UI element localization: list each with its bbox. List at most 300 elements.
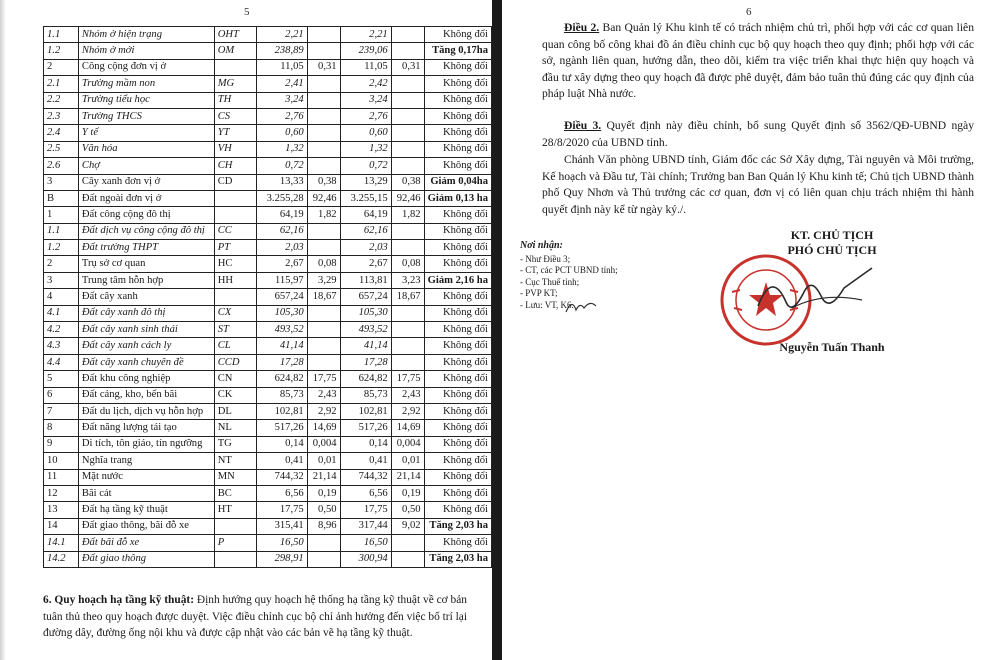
cell-v1: 41,14: [256, 338, 307, 354]
cell-stt: 9: [44, 436, 79, 452]
cell-v1: 0,41: [256, 453, 307, 469]
cell-code: TH: [214, 92, 256, 108]
article-2-label: Điều 2.: [564, 21, 600, 34]
cell-v2: 239,06: [340, 43, 391, 59]
cell-v2: 2,03: [340, 240, 391, 256]
cell-code: HT: [214, 502, 256, 518]
table-row: [44, 240, 492, 256]
cell-p2: [391, 108, 424, 124]
cell-p2: 92,46: [391, 190, 424, 206]
cell-v2: 13,29: [340, 174, 391, 190]
table-row: [44, 158, 492, 174]
cell-p1: 2,43: [307, 387, 340, 403]
cell-stt: 3: [44, 272, 79, 288]
cell-name: Đất giao thông, bãi đỗ xe: [78, 518, 214, 534]
cell-code: OHT: [214, 27, 256, 43]
cell-p1: [307, 551, 340, 567]
cell-note: Không đổi: [424, 76, 491, 92]
article-2-text: Ban Quản lý Khu kinh tế có trách nhiệm chủ trì, phối hợp với các cơ quan liên quan công bố công khai đồ án điều chỉnh cục bộ quy hoạch theo quy định; phối hợp với các sở, ngành liên quan, hướng dẫn, theo dõi, kiểm tra việc triển khai thực hiện quy hoạch và đầu tư xây dựng theo quy hoạch đã được phê duyệt, đảm bảo tuân thủ đúng các quy định của pháp luật Nhà nước.: [542, 21, 974, 101]
cell-v2: 317,44: [340, 518, 391, 534]
cell-stt: 4.2: [44, 322, 79, 338]
cell-p1: [307, 76, 340, 92]
table-row: [44, 322, 492, 338]
cell-note: Không đổi: [424, 27, 491, 43]
cell-name: Y tế: [78, 125, 214, 141]
cell-name: Văn hóa: [78, 141, 214, 157]
cell-name: Đất cây xanh: [78, 289, 214, 305]
cell-stt: 14: [44, 518, 79, 534]
cell-name: Trường tiểu học: [78, 92, 214, 108]
cell-code: HH: [214, 272, 256, 288]
article-3: [542, 118, 974, 151]
cell-code: CN: [214, 371, 256, 387]
cell-note: Không đổi: [424, 371, 491, 387]
cell-stt: 2: [44, 59, 79, 75]
cell-name: Đất khu công nghiệp: [78, 371, 214, 387]
cell-code: BC: [214, 485, 256, 501]
table-row: [44, 76, 492, 92]
cell-v2: 85,73: [340, 387, 391, 403]
cell-name: Đất bãi đỗ xe: [78, 535, 214, 551]
cell-p1: 0,50: [307, 502, 340, 518]
cell-v1: 3.255,28: [256, 190, 307, 206]
cell-note: Không đổi: [424, 207, 491, 223]
cell-note: Không đổi: [424, 92, 491, 108]
cell-note: Giảm 0,13 ha: [424, 190, 491, 206]
cell-p2: 3,23: [391, 272, 424, 288]
cell-v2: 3,24: [340, 92, 391, 108]
table-row: [44, 223, 492, 239]
cell-p2: [391, 43, 424, 59]
cell-name: Di tích, tôn giáo, tín ngưỡng: [78, 436, 214, 452]
cell-stt: 2.2: [44, 92, 79, 108]
cell-v1: 517,26: [256, 420, 307, 436]
cell-p1: [307, 305, 340, 321]
cell-v2: 41,14: [340, 338, 391, 354]
cell-stt: B: [44, 190, 79, 206]
cell-v2: 1,32: [340, 141, 391, 157]
cell-note: Tăng 2,03 ha: [424, 518, 491, 534]
cell-name: Đất công cộng đô thị: [78, 207, 214, 223]
cell-note: Giảm 2,16 ha: [424, 272, 491, 288]
cell-v1: 0,72: [256, 158, 307, 174]
cell-v1: 3,24: [256, 92, 307, 108]
cell-p2: [391, 354, 424, 370]
cell-code: [214, 551, 256, 567]
cell-p2: 0,38: [391, 174, 424, 190]
cell-p1: 0,19: [307, 485, 340, 501]
cell-stt: 1.1: [44, 27, 79, 43]
cell-p2: [391, 322, 424, 338]
cell-p2: 0,31: [391, 59, 424, 75]
cell-v2: 2,67: [340, 256, 391, 272]
cell-v2: 2,76: [340, 108, 391, 124]
cell-name: Trường THCS: [78, 108, 214, 124]
cell-note: Không đổi: [424, 240, 491, 256]
cell-v2: 517,26: [340, 420, 391, 436]
cell-code: MN: [214, 469, 256, 485]
cell-p2: 21,14: [391, 469, 424, 485]
table-row: [44, 551, 492, 567]
cell-note: Không đổi: [424, 256, 491, 272]
cell-name: Đất trường THPT: [78, 240, 214, 256]
cell-v1: 298,91: [256, 551, 307, 567]
cell-note: Không đổi: [424, 535, 491, 551]
cell-v1: 238,89: [256, 43, 307, 59]
section-6-heading: 6. Quy hoạch hạ tầng kỹ thuật:: [43, 594, 195, 606]
cell-note: Không đổi: [424, 387, 491, 403]
cell-code: CX: [214, 305, 256, 321]
cell-p2: 0,08: [391, 256, 424, 272]
cell-stt: 1.2: [44, 43, 79, 59]
table-row: [44, 108, 492, 124]
table-row: [44, 59, 492, 75]
cell-note: Không đổi: [424, 338, 491, 354]
cell-stt: 2: [44, 256, 79, 272]
page-number: 5: [244, 6, 250, 18]
cell-name: Đất cây xanh sinh thái: [78, 322, 214, 338]
cell-v1: 105,30: [256, 305, 307, 321]
cell-p2: [391, 551, 424, 567]
recipient-item: - Lưu: VT, K6.: [520, 299, 574, 310]
cell-code: ST: [214, 322, 256, 338]
cell-code: HC: [214, 256, 256, 272]
cell-name: Nhóm ở hiện trạng: [78, 27, 214, 43]
cell-v1: 2,67: [256, 256, 307, 272]
cell-v2: 2,21: [340, 27, 391, 43]
cell-p2: [391, 27, 424, 43]
cell-p1: 3,29: [307, 272, 340, 288]
cell-name: Trường mầm non: [78, 76, 214, 92]
cell-v1: 11,05: [256, 59, 307, 75]
cell-v1: 315,41: [256, 518, 307, 534]
cell-note: Không đổi: [424, 502, 491, 518]
table-row: [44, 354, 492, 370]
table-row: [44, 453, 492, 469]
cell-v2: 17,28: [340, 354, 391, 370]
initial-signature: [562, 296, 602, 318]
cell-stt: 2.3: [44, 108, 79, 124]
cell-v1: 13,33: [256, 174, 307, 190]
cell-v2: 300,94: [340, 551, 391, 567]
cell-p2: 9,02: [391, 518, 424, 534]
cell-code: YT: [214, 125, 256, 141]
cell-v2: 62,16: [340, 223, 391, 239]
cell-v1: 17,28: [256, 354, 307, 370]
cell-code: [214, 59, 256, 75]
cell-note: Không đổi: [424, 305, 491, 321]
page-number: 6: [746, 6, 752, 18]
cell-stt: 1: [44, 207, 79, 223]
cell-note: Không đổi: [424, 141, 491, 157]
cell-note: Không đổi: [424, 469, 491, 485]
table-row: [44, 420, 492, 436]
cell-stt: 4.3: [44, 338, 79, 354]
cell-p1: 18,67: [307, 289, 340, 305]
cell-name: Trụ sở cơ quan: [78, 256, 214, 272]
cell-note: Không đổi: [424, 289, 491, 305]
cell-p1: [307, 108, 340, 124]
cell-stt: 6: [44, 387, 79, 403]
cell-note: Không đổi: [424, 125, 491, 141]
cell-p1: [307, 338, 340, 354]
signer-title-2: PHÓ CHỦ TỊCH: [787, 243, 877, 257]
table-row: [44, 92, 492, 108]
cell-p2: [391, 158, 424, 174]
cell-note: Giảm 0,04ha: [424, 174, 491, 190]
cell-p2: [391, 141, 424, 157]
cell-name: Đất hạ tầng kỹ thuật: [78, 502, 214, 518]
table-row: [44, 125, 492, 141]
cell-v2: 113,81: [340, 272, 391, 288]
cell-note: Không đổi: [424, 223, 491, 239]
cell-v2: 6,56: [340, 485, 391, 501]
cell-name: Nghĩa trang: [78, 453, 214, 469]
cell-p1: [307, 125, 340, 141]
cell-p1: [307, 92, 340, 108]
table-row: [44, 27, 492, 43]
cell-stt: 2.4: [44, 125, 79, 141]
cell-code: [214, 289, 256, 305]
cell-v2: 11,05: [340, 59, 391, 75]
section-6-text: Định hướng quy hoạch hệ thống hạ tầng kỹ thuật về cơ bản tuân thủ theo quy hoạch được duyệt. Việc điều chỉnh cục bộ chỉ ảnh hưởng đến việc bố trí lại đường dây, đường ống nội khu và được cập nhật vào các bản vẽ hạ tầng kỹ thuật.: [43, 594, 467, 639]
land-use-table: [43, 26, 492, 568]
cell-v1: 744,32: [256, 469, 307, 485]
cell-stt: 1.2: [44, 240, 79, 256]
table-row: [44, 141, 492, 157]
cell-name: Công cộng đơn vị ở: [78, 59, 214, 75]
table-row: [44, 256, 492, 272]
cell-p2: [391, 240, 424, 256]
cell-v2: 3.255,15: [340, 190, 391, 206]
cell-v1: 115,97: [256, 272, 307, 288]
cell-v2: 102,81: [340, 403, 391, 419]
cell-p1: 92,46: [307, 190, 340, 206]
cell-v2: 64,19: [340, 207, 391, 223]
cell-p2: [391, 76, 424, 92]
scan-edge: [0, 0, 6, 660]
cell-name: Đất cây xanh chuyên đề: [78, 354, 214, 370]
cell-code: CL: [214, 338, 256, 354]
cell-p1: 0,004: [307, 436, 340, 452]
cell-v2: 16,50: [340, 535, 391, 551]
table-row: [44, 338, 492, 354]
cell-v2: 0,72: [340, 158, 391, 174]
article-2: [542, 20, 974, 103]
cell-p1: [307, 223, 340, 239]
cell-code: CH: [214, 158, 256, 174]
cell-stt: 2.6: [44, 158, 79, 174]
cell-p1: 0,08: [307, 256, 340, 272]
right-page: [502, 0, 1000, 660]
table-row: [44, 371, 492, 387]
cell-p1: 0,31: [307, 59, 340, 75]
cell-p2: 1,82: [391, 207, 424, 223]
table-row: [44, 190, 492, 206]
cell-v2: 0,60: [340, 125, 391, 141]
cell-v1: 2,76: [256, 108, 307, 124]
table-row: [44, 535, 492, 551]
left-page: [0, 0, 492, 660]
cell-p1: 8,96: [307, 518, 340, 534]
cell-p1: 1,82: [307, 207, 340, 223]
cell-name: Đất cảng, kho, bến bãi: [78, 387, 214, 403]
cell-stt: 14.2: [44, 551, 79, 567]
cell-stt: 5: [44, 371, 79, 387]
table-row: [44, 403, 492, 419]
cell-name: Đất dịch vụ công cộng đô thị: [78, 223, 214, 239]
cell-p2: [391, 223, 424, 239]
closing-paragraph: Chánh Văn phòng UBND tỉnh, Giám đốc các Sở Xây dựng, Tài nguyên và Môi trường, Kế hoạch và Đầu tư, Tài chính; Trưởng ban Ban Quản lý Khu kinh tế; Chủ tịch UBND thành phố Quy Nhơn và Thủ trưởng các cơ quan, đơn vị có liên quan chịu trách nhiệm thi hành quyết định này kể từ ngày ký./.: [542, 153, 974, 216]
cell-v2: 17,75: [340, 502, 391, 518]
cell-p1: [307, 535, 340, 551]
cell-stt: 11: [44, 469, 79, 485]
cell-stt: 7: [44, 403, 79, 419]
cell-code: CD: [214, 174, 256, 190]
page-divider: [492, 0, 502, 660]
cell-v1: 6,56: [256, 485, 307, 501]
cell-code: CK: [214, 387, 256, 403]
cell-v1: 17,75: [256, 502, 307, 518]
cell-p2: 2,92: [391, 403, 424, 419]
table-row: [44, 174, 492, 190]
recipient-item: - PVP KT;: [520, 288, 558, 299]
table-row: [44, 305, 492, 321]
cell-v2: 0,14: [340, 436, 391, 452]
cell-code: [214, 207, 256, 223]
cell-v2: 657,24: [340, 289, 391, 305]
cell-v1: 624,82: [256, 371, 307, 387]
recipient-item: - Cục Thuế tỉnh;: [520, 276, 580, 287]
cell-v1: 85,73: [256, 387, 307, 403]
cell-stt: 4.1: [44, 305, 79, 321]
cell-code: CC: [214, 223, 256, 239]
cell-code: MG: [214, 76, 256, 92]
cell-p2: [391, 125, 424, 141]
table-row: [44, 207, 492, 223]
cell-code: CS: [214, 108, 256, 124]
cell-stt: 1.1: [44, 223, 79, 239]
cell-p2: 0,004: [391, 436, 424, 452]
cell-p2: 0,01: [391, 453, 424, 469]
cell-p1: 14,69: [307, 420, 340, 436]
table-row: [44, 289, 492, 305]
table-row: [44, 272, 492, 288]
cell-note: Tăng 0,17ha: [424, 43, 491, 59]
cell-note: Không đổi: [424, 354, 491, 370]
cell-note: Không đổi: [424, 322, 491, 338]
cell-stt: 3: [44, 174, 79, 190]
cell-stt: 2.5: [44, 141, 79, 157]
cell-name: Đất cây xanh đô thị: [78, 305, 214, 321]
cell-p1: 21,14: [307, 469, 340, 485]
cell-note: Không đổi: [424, 158, 491, 174]
cell-p2: [391, 338, 424, 354]
cell-v2: 624,82: [340, 371, 391, 387]
cell-stt: 2.1: [44, 76, 79, 92]
recipients-block: [520, 240, 710, 312]
cell-v1: 2,21: [256, 27, 307, 43]
cell-p1: [307, 43, 340, 59]
cell-note: Không đổi: [424, 485, 491, 501]
cell-v2: 744,32: [340, 469, 391, 485]
cell-code: [214, 190, 256, 206]
cell-name: Nhóm ở mới: [78, 43, 214, 59]
cell-name: Đất ngoài đơn vị ở: [78, 190, 214, 206]
cell-v1: 102,81: [256, 403, 307, 419]
section-6-paragraph: [43, 592, 467, 642]
cell-v1: 64,19: [256, 207, 307, 223]
cell-note: Không đổi: [424, 108, 491, 124]
table-row: [44, 469, 492, 485]
table-row: [44, 502, 492, 518]
cell-name: Bãi cát: [78, 485, 214, 501]
cell-v2: 493,52: [340, 322, 391, 338]
cell-p1: 0,38: [307, 174, 340, 190]
cell-code: PT: [214, 240, 256, 256]
cell-p2: [391, 305, 424, 321]
table-row: [44, 518, 492, 534]
cell-v1: 657,24: [256, 289, 307, 305]
cell-name: Trung tâm hỗn hợp: [78, 272, 214, 288]
cell-stt: 13: [44, 502, 79, 518]
cell-code: CCD: [214, 354, 256, 370]
cell-name: Đất cây xanh cách ly: [78, 338, 214, 354]
cell-code: [214, 518, 256, 534]
cell-p2: [391, 535, 424, 551]
cell-note: Không đổi: [424, 453, 491, 469]
table-row: [44, 43, 492, 59]
cell-code: NT: [214, 453, 256, 469]
cell-code: OM: [214, 43, 256, 59]
cell-note: Không đổi: [424, 420, 491, 436]
cell-stt: 10: [44, 453, 79, 469]
cell-p1: [307, 141, 340, 157]
cell-v1: 62,16: [256, 223, 307, 239]
cell-v1: 2,41: [256, 76, 307, 92]
cell-name: Đất du lịch, dịch vụ hỗn hợp: [78, 403, 214, 419]
cell-p1: [307, 27, 340, 43]
cell-v2: 0,41: [340, 453, 391, 469]
cell-p2: 18,67: [391, 289, 424, 305]
cell-p1: [307, 354, 340, 370]
cell-v1: 1,32: [256, 141, 307, 157]
table-row: [44, 387, 492, 403]
cell-p1: 2,92: [307, 403, 340, 419]
cell-p2: 17,75: [391, 371, 424, 387]
cell-code: VH: [214, 141, 256, 157]
cell-name: Đất năng lượng tái tạo: [78, 420, 214, 436]
cell-code: DL: [214, 403, 256, 419]
article-3-text: Quyết định này điều chỉnh, bổ sung Quyết định số 3562/QĐ-UBND ngày 28/8/2020 của UBND tỉnh.: [542, 119, 974, 149]
recipient-item: - Như Điều 3;: [520, 253, 571, 264]
table-row: [44, 436, 492, 452]
cell-p2: 0,19: [391, 485, 424, 501]
handwritten-signature: [752, 262, 882, 332]
cell-p2: 2,43: [391, 387, 424, 403]
recipient-item: - CT, các PCT UBND tỉnh;: [520, 265, 618, 276]
cell-p1: 17,75: [307, 371, 340, 387]
cell-code: P: [214, 535, 256, 551]
cell-name: Cây xanh đơn vị ở: [78, 174, 214, 190]
cell-code: TG: [214, 436, 256, 452]
cell-stt: 14.1: [44, 535, 79, 551]
cell-p2: 14,69: [391, 420, 424, 436]
cell-stt: 4: [44, 289, 79, 305]
signer-title-1: KT. CHỦ TỊCH: [790, 228, 874, 242]
cell-v1: 0,60: [256, 125, 307, 141]
cell-stt: 8: [44, 420, 79, 436]
